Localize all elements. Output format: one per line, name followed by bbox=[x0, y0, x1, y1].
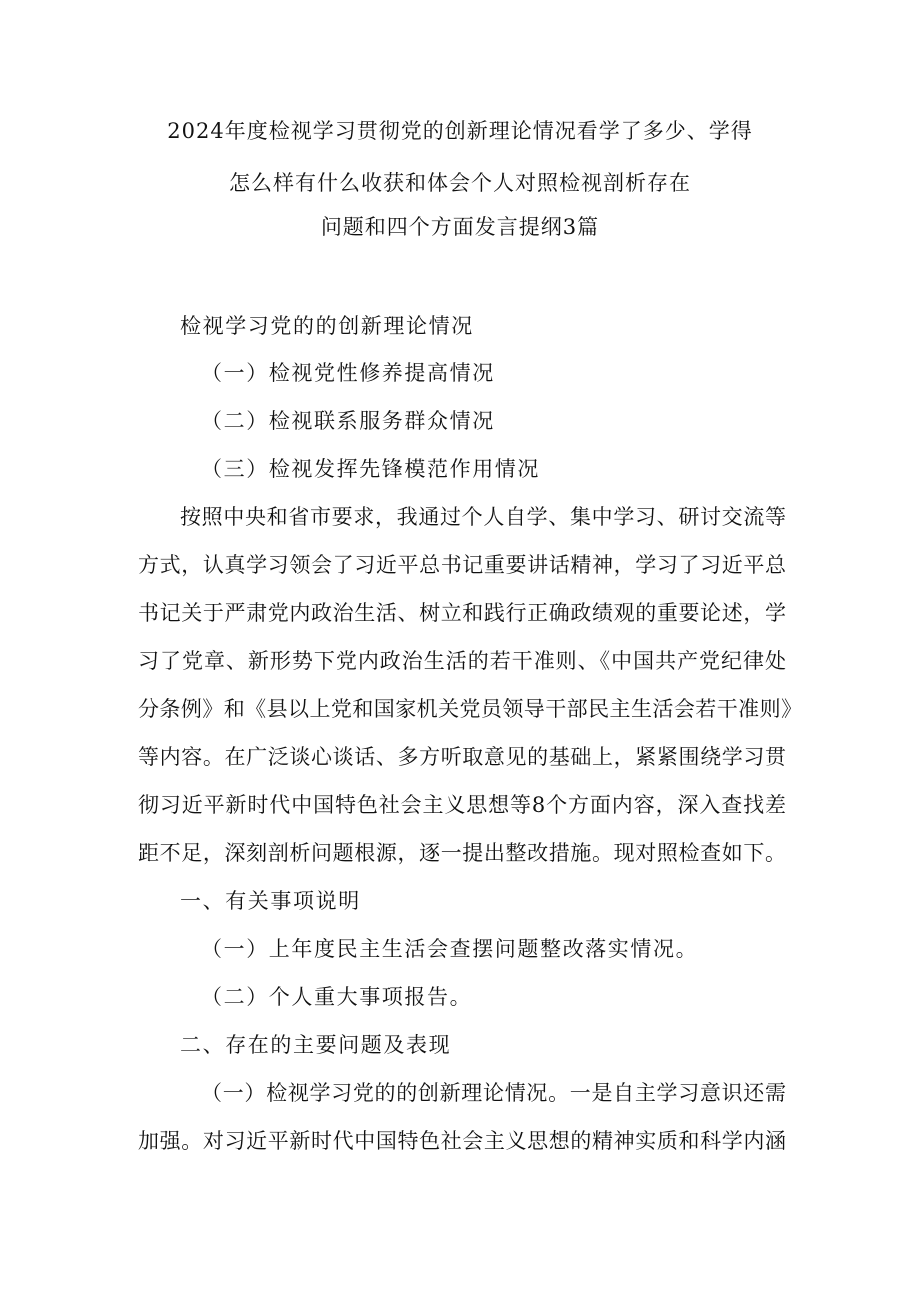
document-title-line-3: 问题和四个方面发言提纲3篇 bbox=[320, 215, 600, 239]
intro-paragraph-line: 距不足，深刻剖析问题根源，逐一提出整改措施。现对照检查如下。 bbox=[138, 841, 786, 865]
section-heading: 二、存在的主要问题及表现 bbox=[180, 1033, 452, 1057]
intro-paragraph-line: 等内容。在广泛谈心谈话、多方听取意见的基础上，紧紧围绕学习贯 bbox=[138, 745, 786, 769]
intro-paragraph-line: 分条例》和《县以上党和国家机关党员领导干部民主生活会若干准则》 bbox=[138, 697, 802, 721]
intro-paragraph-line: 书记关于严肃党内政治生活、树立和践行正确政绩观的重要论述，学 bbox=[138, 601, 786, 625]
section-paragraph-line: 加强。对习近平新时代中国特色社会主义思想的精神实质和科学内涵 bbox=[138, 1129, 786, 1153]
outline-heading: 检视学习党的的创新理论情况 bbox=[180, 314, 474, 338]
intro-paragraph-line: 彻习近平新时代中国特色社会主义思想等8个方面内容，深入查找差 bbox=[138, 793, 786, 817]
outline-item: （一）检视党性修养提高情况 bbox=[201, 361, 495, 385]
document-title-line-1: 2024年度检视学习贯彻党的创新理论情况看学了多少、学得 bbox=[167, 119, 753, 143]
section-item: （二）个人重大事项报告。 bbox=[201, 985, 473, 1009]
document-title-line-2: 怎么样有什么收获和体会个人对照检视剖析存在 bbox=[229, 171, 691, 195]
intro-paragraph-line: 方式，认真学习领会了习近平总书记重要讲话精神，学习了习近平总 bbox=[138, 553, 786, 577]
outline-item: （三）检视发挥先锋模范作用情况 bbox=[201, 457, 540, 481]
section-item: （一）上年度民主生活会查摆问题整改落实情况。 bbox=[201, 937, 699, 961]
section-paragraph-line: （一）检视学习党的的创新理论情况。一是自主学习意识还需 bbox=[201, 1081, 786, 1105]
outline-item: （二）检视联系服务群众情况 bbox=[201, 409, 495, 433]
intro-paragraph-line: 习了党章、新形势下党内政治生活的若干准则、《中国共产党纪律处 bbox=[138, 649, 786, 673]
intro-paragraph-line: 按照中央和省市要求，我通过个人自学、集中学习、研讨交流等 bbox=[180, 505, 786, 529]
section-heading: 一、有关事项说明 bbox=[180, 889, 361, 913]
